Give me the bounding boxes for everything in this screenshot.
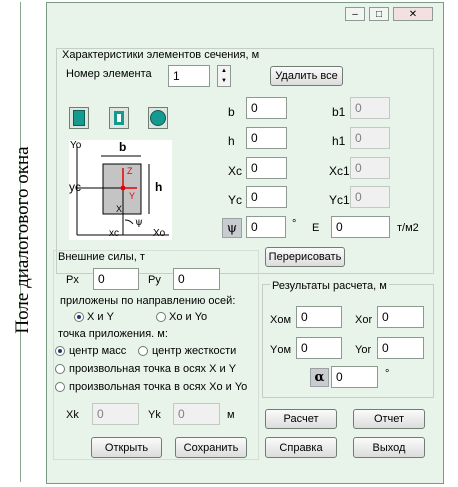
alpha-degree-sign: °: [385, 368, 390, 380]
py-field[interactable]: 0: [173, 268, 220, 290]
diagram-xc-label: xc: [109, 228, 119, 239]
diagram-xo-label: Xo: [153, 228, 166, 239]
exit-button[interactable]: Выход: [353, 437, 425, 458]
px-field[interactable]: 0: [93, 268, 139, 290]
py-label: Py: [148, 274, 161, 286]
psi-degree-sign: °: [292, 218, 297, 230]
delete-all-button[interactable]: Удалить все: [270, 66, 343, 86]
point-label: точка приложения. м:: [58, 328, 168, 340]
minimize-icon: –: [352, 8, 358, 20]
element-number-spinner[interactable]: [217, 65, 231, 87]
b-field[interactable]: 0: [246, 97, 287, 119]
close-icon: ✕: [408, 8, 418, 20]
circle-shape-icon: [150, 110, 166, 126]
alpha-field[interactable]: 0: [331, 366, 378, 388]
section-diagram: [69, 140, 172, 240]
results-title: Результаты расчета, м: [272, 280, 387, 292]
element-number-label: Номер элемента: [66, 68, 152, 80]
h1-label: h1: [332, 134, 346, 148]
forces-title: Внешние силы, т: [58, 251, 145, 263]
calculate-button[interactable]: Расчет: [265, 409, 337, 429]
diagram-x-label: X: [116, 204, 123, 214]
h-label: h: [228, 134, 235, 148]
yor-field[interactable]: 0: [377, 337, 424, 359]
dir-xy-label[interactable]: X и Y: [87, 311, 114, 323]
spin-up-icon[interactable]: ▲: [221, 68, 227, 74]
maximize-button[interactable]: [369, 7, 389, 21]
dir-xoyo-label[interactable]: Xo и Yo: [169, 311, 208, 323]
h-field[interactable]: 0: [246, 127, 287, 149]
yc-field[interactable]: 0: [246, 186, 287, 208]
spin-down-icon[interactable]: ▼: [221, 78, 227, 84]
xom-label: Xом: [270, 314, 292, 326]
diagram-b-label: b: [119, 140, 127, 154]
any-point-xoyo-radio[interactable]: [55, 382, 65, 392]
xk-yk-unit: м: [227, 409, 235, 421]
maximize-icon: □: [375, 8, 383, 20]
alpha-symbol: α: [310, 368, 329, 387]
diagram-z-label: Z: [127, 166, 133, 176]
solid-rect-icon: [73, 110, 85, 126]
stiffness-center-label[interactable]: центр жесткости: [152, 345, 237, 357]
dir-xy-radio[interactable]: [74, 312, 84, 322]
xc1-field[interactable]: 0: [350, 157, 390, 179]
yom-label: Yом: [270, 344, 292, 356]
yk-field[interactable]: 0: [173, 403, 220, 425]
hollow-rect-icon: [114, 111, 124, 125]
px-label: Px: [66, 274, 79, 286]
minimize-button[interactable]: [345, 7, 365, 21]
diagram-yc-label: yc: [69, 180, 81, 194]
yc-label: Yc: [228, 193, 243, 207]
element-number-field[interactable]: 1: [168, 65, 210, 87]
dir-xoyo-radio[interactable]: [156, 312, 166, 322]
circle-shape-button[interactable]: [148, 107, 168, 129]
yk-label: Yk: [148, 409, 161, 421]
xor-field[interactable]: 0: [377, 306, 424, 328]
diagram-yo-label: Yo: [70, 140, 82, 151]
diagram-h-label: h: [155, 180, 163, 194]
xk-field[interactable]: 0: [92, 403, 139, 425]
mass-center-label[interactable]: центр масс: [69, 345, 127, 357]
directions-label: приложены по направлению осей:: [60, 295, 236, 307]
xc1-label: Xc1: [329, 164, 350, 178]
any-point-xy-radio[interactable]: [55, 364, 65, 374]
b1-field[interactable]: 0: [350, 97, 390, 119]
e-unit: т/м2: [397, 222, 419, 234]
stiffness-center-radio[interactable]: [138, 346, 148, 356]
report-button[interactable]: Отчет: [353, 409, 425, 429]
xc-label: Xc: [228, 164, 243, 178]
centroid-marker: [121, 186, 126, 191]
yom-field[interactable]: 0: [296, 337, 342, 359]
section-title: Характеристики элементов сечения, м: [62, 49, 260, 61]
any-point-xoyo-label[interactable]: произвольная точка в осях Xo и Yo: [69, 381, 248, 393]
yc1-field[interactable]: 0: [350, 186, 390, 208]
psi-symbol: ψ: [222, 218, 242, 238]
yor-label: Yor: [355, 344, 372, 356]
close-button[interactable]: [393, 7, 433, 21]
e-label: E: [312, 222, 320, 234]
redraw-button[interactable]: Перерисовать: [265, 247, 345, 267]
hollow-rect-shape-button[interactable]: [109, 107, 129, 129]
psi-field[interactable]: 0: [246, 216, 286, 238]
mass-center-radio[interactable]: [55, 346, 65, 356]
b1-label: b1: [332, 105, 346, 119]
e-field[interactable]: 0: [331, 216, 390, 238]
b-label: b: [228, 105, 235, 119]
diagram-psi-label: ψ: [135, 217, 143, 228]
xk-label: Xk: [66, 409, 79, 421]
xor-label: Xor: [355, 314, 373, 326]
help-button[interactable]: Справка: [265, 437, 337, 458]
rect-shape-button[interactable]: [69, 107, 89, 129]
yc1-label: Yc1: [329, 193, 350, 207]
any-point-xy-label[interactable]: произвольная точка в осях X и Y: [69, 363, 237, 375]
h1-field[interactable]: 0: [350, 127, 390, 149]
xom-field[interactable]: 0: [296, 306, 342, 328]
open-button[interactable]: Открыть: [91, 437, 162, 458]
diagram-y-label: Y: [129, 191, 136, 201]
psi-arc: [125, 220, 133, 224]
xc-field[interactable]: 0: [246, 157, 287, 179]
save-button[interactable]: Сохранить: [175, 437, 247, 458]
side-caption: Поле диалогового окна: [12, 146, 33, 334]
